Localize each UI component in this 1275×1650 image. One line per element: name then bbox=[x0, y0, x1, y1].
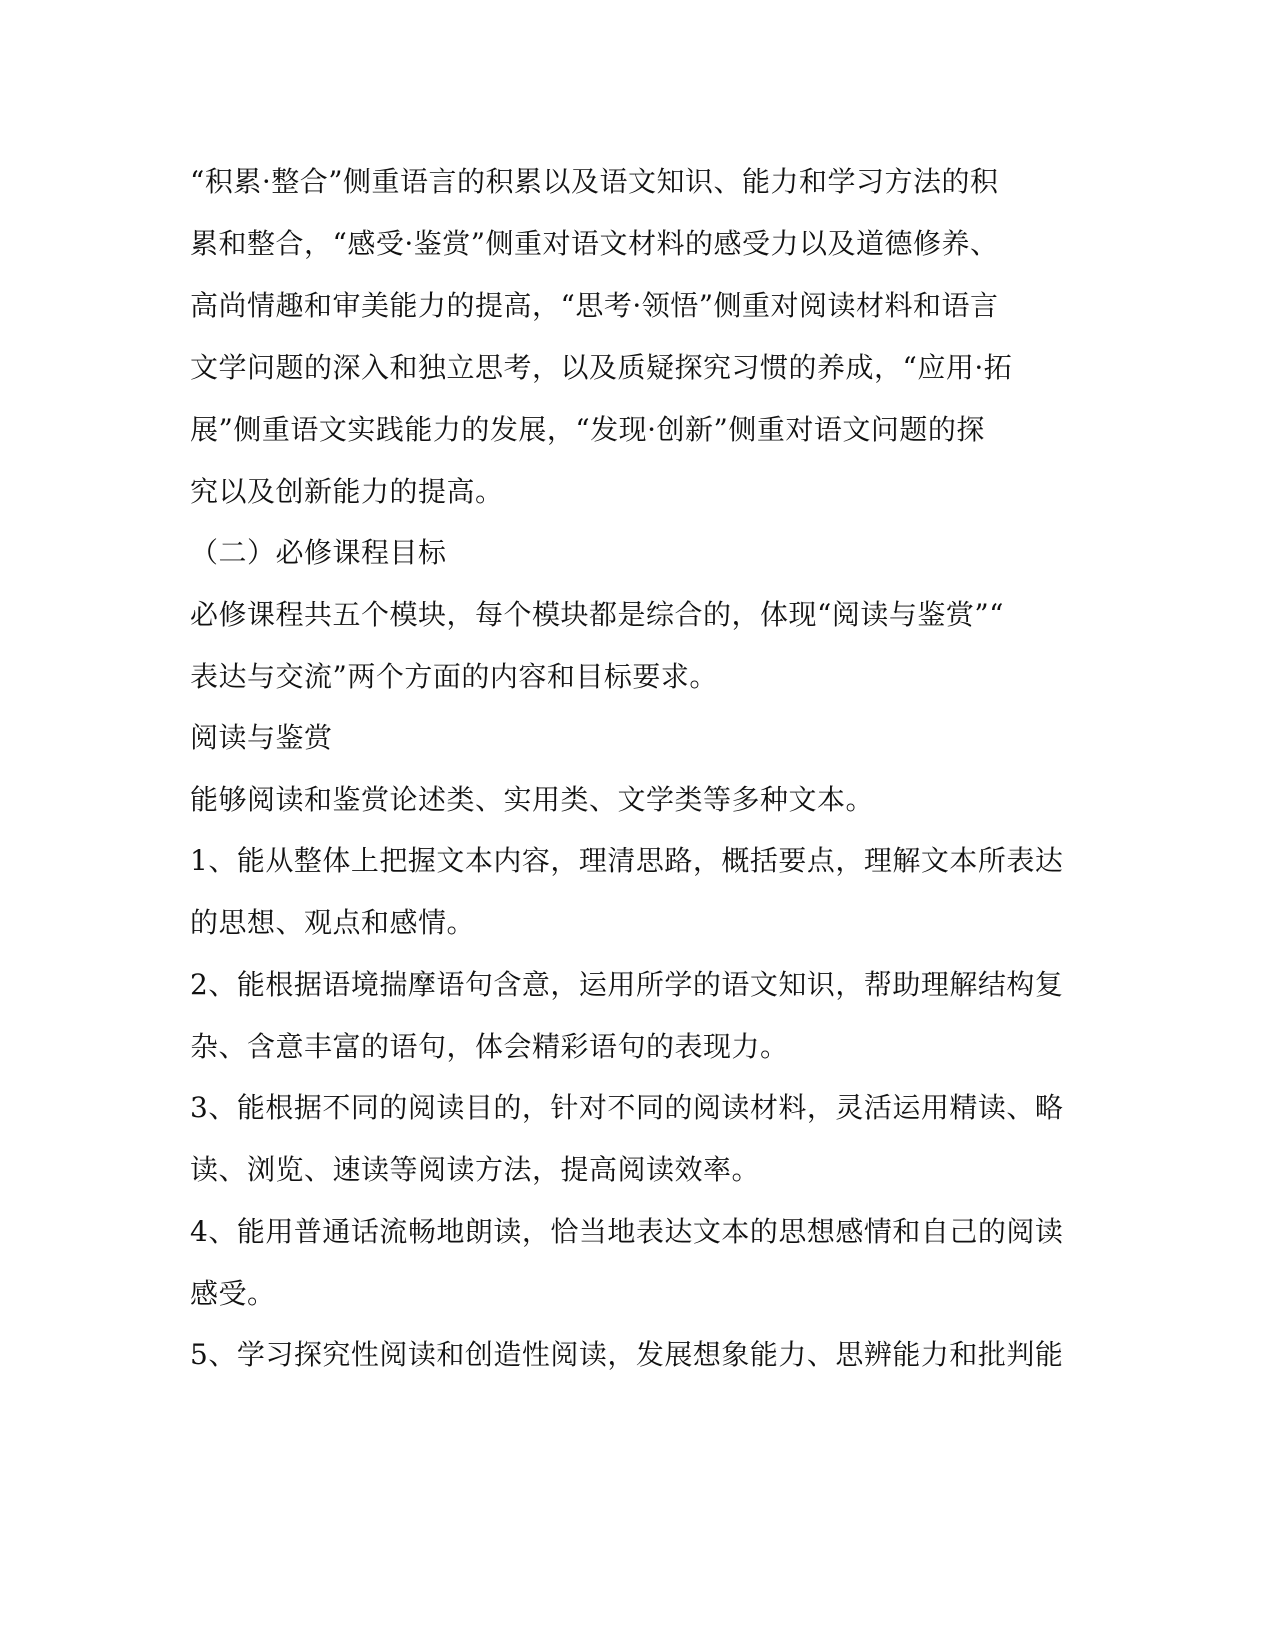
list-item-line: 2、能根据语境揣摩语句含意，运用所学的语文知识，帮助理解结构复 bbox=[190, 968, 1064, 1001]
paragraph-line: “积累·整合”侧重语言的积累以及语文知识、能力和学习方法的积 bbox=[190, 165, 999, 198]
paragraph-line: 表达与交流”两个方面的内容和目标要求。 bbox=[190, 660, 718, 693]
list-item-line: 1、能从整体上把握文本内容，理清思路，概括要点，理解文本所表达 bbox=[190, 844, 1064, 877]
section-heading: （二）必修课程目标 bbox=[190, 536, 447, 569]
paragraph-line: 究以及创新能力的提高。 bbox=[190, 475, 504, 508]
paragraph-line: 展”侧重语文实践能力的发展，“发现·创新”侧重对语文问题的探 bbox=[190, 413, 985, 446]
list-item-line: 5、学习探究性阅读和创造性阅读，发展想象能力、思辨能力和批判能 bbox=[190, 1338, 1064, 1371]
list-item-line: 感受。 bbox=[190, 1277, 276, 1310]
paragraph-line: 高尚情趣和审美能力的提高，“思考·领悟”侧重对阅读材料和语言 bbox=[190, 289, 999, 322]
list-item-line: 3、能根据不同的阅读目的，针对不同的阅读材料，灵活运用精读、略 bbox=[190, 1091, 1064, 1124]
list-item-line: 4、能用普通话流畅地朗读，恰当地表达文本的思想感情和自己的阅读 bbox=[190, 1215, 1064, 1248]
paragraph-line: 必修课程共五个模块，每个模块都是综合的，体现“阅读与鉴赏”“ bbox=[190, 598, 1004, 631]
list-item-line: 的思想、观点和感情。 bbox=[190, 906, 476, 939]
paragraph-line: 能够阅读和鉴赏论述类、实用类、文学类等多种文本。 bbox=[190, 783, 875, 816]
list-item-line: 杂、含意丰富的语句，体会精彩语句的表现力。 bbox=[190, 1030, 789, 1063]
list-item-line: 读、浏览、速读等阅读方法，提高阅读效率。 bbox=[190, 1153, 761, 1186]
paragraph-line: 文学问题的深入和独立思考，以及质疑探究习惯的养成，“应用·拓 bbox=[190, 351, 1013, 384]
subsection-heading: 阅读与鉴赏 bbox=[190, 721, 333, 754]
paragraph-line: 累和整合，“感受·鉴赏”侧重对语文材料的感受力以及道德修养、 bbox=[190, 227, 999, 260]
